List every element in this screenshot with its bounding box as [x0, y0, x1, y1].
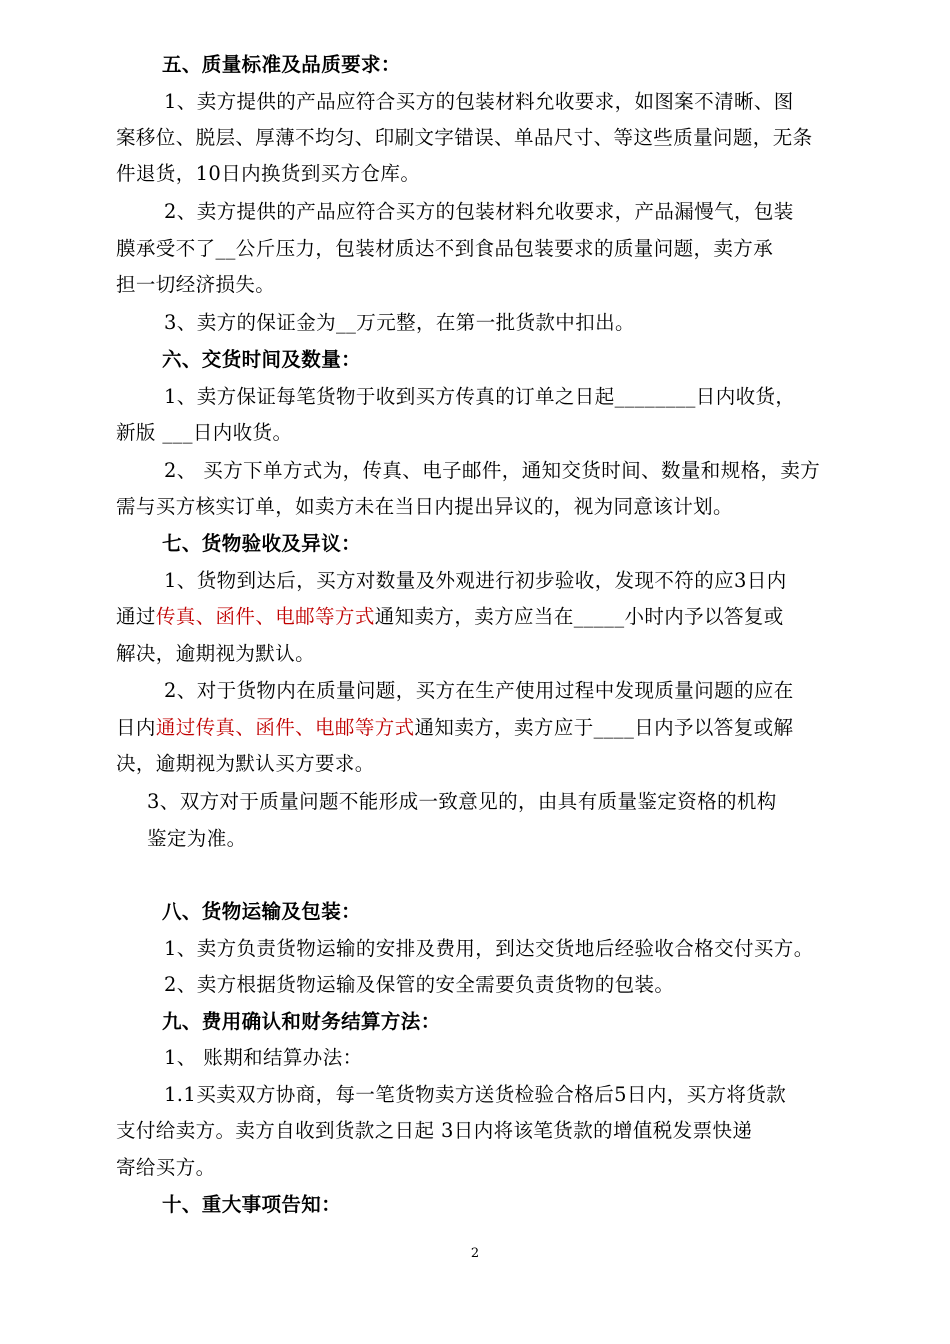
- paragraph-line: 案移位、脱层、厚薄不均匀、印刷文字错误、单品尺寸、等这些质量问题，无条: [116, 126, 813, 149]
- paragraph-line: 2、卖方提供的产品应符合买方的包装材料允收要求，产品漏慢气，包装: [164, 200, 794, 223]
- paragraph-line: 需与买方核实订单，如卖方未在当日内提出异议的，视为同意该计划。: [116, 495, 733, 518]
- paragraph-line: 1、货物到达后，买方对数量及外观进行初步验收，发现不符的应3日内: [164, 569, 787, 592]
- paragraph-line: 寄给买方。: [116, 1156, 216, 1179]
- paragraph-line: 1、卖方保证每笔货物于收到买方传真的订单之日起________日内收货，: [164, 385, 796, 408]
- paragraph-line: 担一切经济损失。: [116, 273, 276, 296]
- text-run: 通过: [116, 605, 156, 628]
- highlighted-text: 通过传真、函件、电邮等方式: [155, 716, 415, 739]
- paragraph-line: 1.1买卖双方协商，每一笔货物卖方送货检验合格后5日内，买方将货款: [164, 1083, 787, 1106]
- paragraph-line: 1、 账期和结算办法：: [164, 1046, 363, 1069]
- paragraph-line: 2、 买方下单方式为，传真、电子邮件，通知交货时间、数量和规格，卖方: [164, 459, 821, 482]
- section-heading-major-matters: 十、重大事项告知：: [162, 1193, 342, 1216]
- text-run: 通知卖方，卖方应当在_____小时内予以答复或: [374, 605, 784, 628]
- paragraph-line: 决，逾期视为默认买方要求。: [116, 752, 375, 775]
- page-number: 2: [470, 1246, 480, 1261]
- paragraph-line: 3、双方对于质量问题不能形成一致意见的，由具有质量鉴定资格的机构: [147, 790, 777, 813]
- paragraph-line: 2、对于货物内在质量问题，买方在生产使用过程中发现质量问题的应在: [164, 679, 794, 702]
- paragraph-line: 新版 ___日内收货。: [116, 421, 293, 444]
- paragraph-line: [116, 716, 793, 740]
- paragraph-line: 解决，逾期视为默认。: [116, 642, 316, 665]
- paragraph-line: 件退货，10日内换货到买方仓库。: [116, 162, 421, 185]
- paragraph-line: 支付给卖方。卖方自收到货款之日起 3日内将该笔货款的增值税发票快递: [116, 1119, 753, 1142]
- section-heading-quality: 五、质量标准及品质要求：: [162, 53, 401, 76]
- paragraph-line: 3、卖方的保证金为__万元整，在第一批货款中扣出。: [164, 311, 635, 334]
- section-heading-transport: 八、货物运输及包装：: [162, 900, 362, 923]
- paragraph-line: 膜承受不了__公斤压力，包装材质达不到食品包装要求的质量问题，卖方承: [116, 237, 774, 260]
- paragraph-line: [116, 605, 784, 629]
- paragraph-line: 1、卖方负责货物运输的安排及费用，到达交货地后经验收合格交付买方。: [164, 937, 814, 960]
- paragraph-line: 2、卖方根据货物运输及保管的安全需要负责货物的包装。: [164, 973, 675, 996]
- text-run: 日内: [116, 716, 156, 739]
- text-run: 通知卖方，卖方应于____日内予以答复或解: [414, 716, 794, 739]
- section-heading-settlement: 九、费用确认和财务结算方法：: [162, 1010, 441, 1033]
- highlighted-text: 传真、函件、电邮等方式: [155, 605, 375, 628]
- section-heading-acceptance: 七、货物验收及异议：: [162, 532, 362, 555]
- paragraph-line: 1、卖方提供的产品应符合买方的包装材料允收要求，如图案不清晰、图: [164, 90, 794, 113]
- section-heading-delivery: 六、交货时间及数量：: [162, 348, 362, 371]
- paragraph-line: 鉴定为准。: [147, 827, 247, 850]
